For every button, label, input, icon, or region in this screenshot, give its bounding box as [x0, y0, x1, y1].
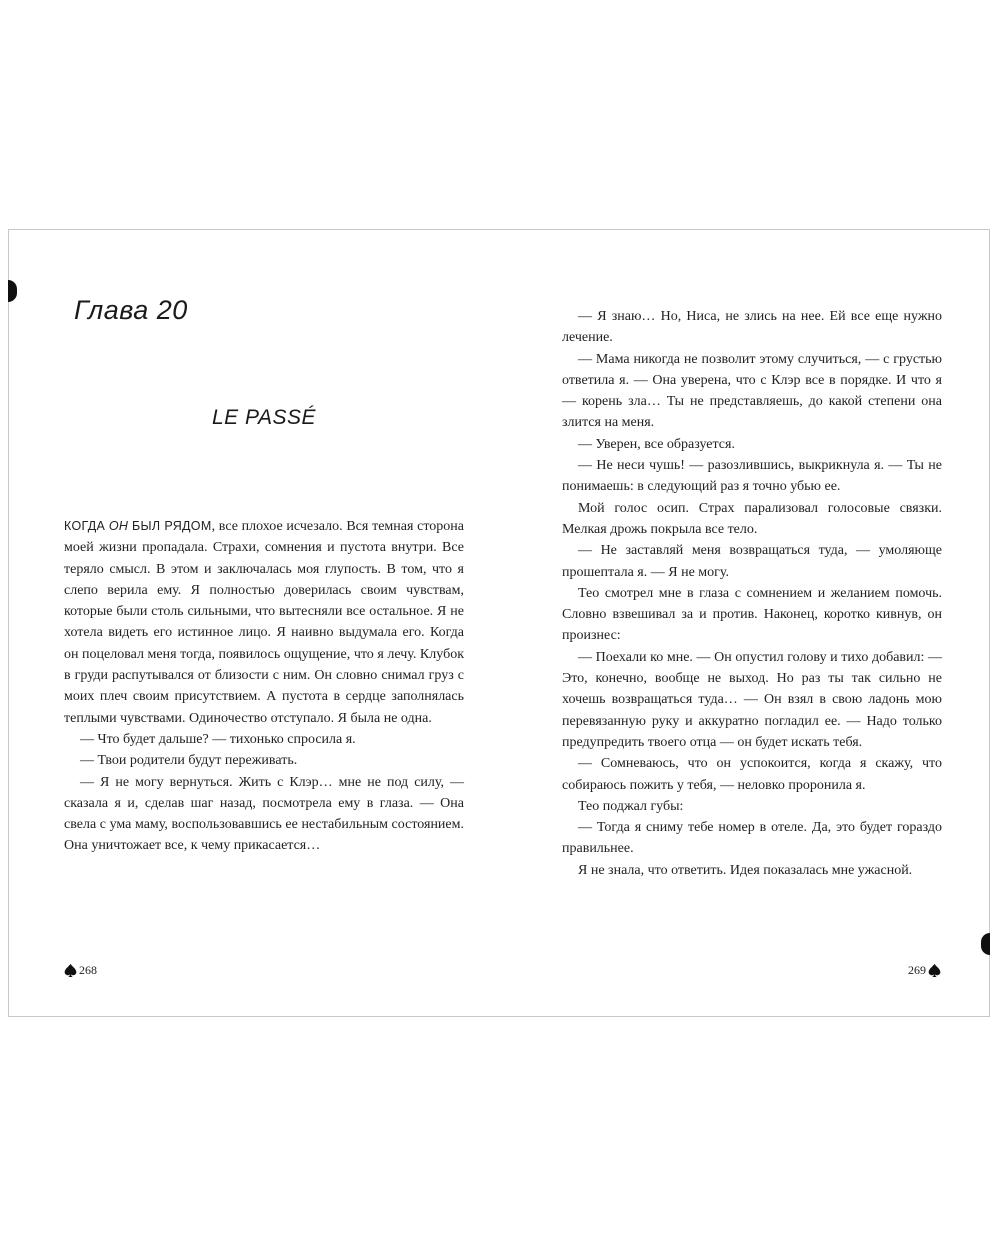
paragraph: — Поехали ко мне. — Он опустил голову и тихо добавил: — Это, конечно, вообще не выход. Но раз ты так сильно не хочешь возвращаться туда… — Он взял в свою ладонь мою перевязанную руку и аккуратно погладил ее. — Надо только предупредить твоего отца — он будет искать тебя.	[562, 649, 942, 750]
opening-caps-italic: ОН	[108, 519, 129, 533]
chapter-title: Глава 20	[74, 295, 188, 325]
left-page-text	[64, 516, 464, 857]
paragraph: — Твои родители будут переживать.	[80, 753, 298, 769]
left-page	[64, 230, 464, 1016]
paragraph: Тео смотрел мне в глаза с сомнением и желанием помочь. Словно взвешивал за и против. Наконец, коротко кивнув, он произнес:	[562, 585, 942, 644]
paragraph: — Сомневаюсь, что он успокоится, когда я скажу, что собираюсь пожить у тебя, — неловко проронила я.	[562, 756, 942, 793]
chapter-subtitle: LE PASSÉ	[212, 406, 316, 429]
paragraph: Я не знала, что ответить. Идея показалась мне ужасной.	[578, 862, 913, 878]
spade-icon	[928, 963, 941, 978]
paragraph: — Не заставляй меня возвращаться туда, — умоляюще прошептала я. — Я не могу.	[562, 543, 942, 580]
paragraph: — Я не могу вернуться. Жить с Клэр… мне не под силу, — сказала я и, сделав шаг назад, посмотрела ему в глаза. — Она свела с ума маму, воспользовавшись ее нестабильным состоянием. Она уничтожает все, к чему прикасается…	[64, 774, 464, 854]
paragraph: — Что будет дальше? — тихонько спросила я.	[80, 731, 356, 747]
paragraph: Тео поджал губы:	[578, 798, 684, 814]
opening-caps: КОГДА	[64, 519, 106, 533]
paragraph: — Мама никогда не позволит этому случиться, — с грустью ответила я. — Она уверена, что с Клэр все в порядке. И что я — корень зла… Ты не представляешь, до какой степени она злится на меня.	[562, 351, 942, 431]
opening-caps-end: БЫЛ РЯДОМ	[131, 519, 212, 533]
opening-paragraph	[64, 516, 464, 729]
paragraph-text: , все плохое исчезало. Вся темная сторона моей жизни пропадала. Страхи, сомнения и пустота внутри. Все теряло смысл. В этом и заключалась моя глупость. В том, что я слепо верила ему. Я полностью доверилась своим чувствам, которые были столь сильными, что вытесняли все остальное. Я не хотела видеть его истинное лицо. Я наивно выдумала его. Когда он поцеловал меня тогда, появилось ощущение, что я лечу. Клубок в груди распутывался от близости с ним. Он словно снимал груз с моих плеч своим присутствием. А пустота в сердце заполнялась теплыми чувствами. Одиночество отступало. Я была не одна.	[64, 519, 465, 726]
paragraph: — Уверен, все образуется.	[578, 436, 735, 452]
book-spread	[8, 229, 990, 1017]
page-edge-tab-right	[981, 933, 990, 955]
paragraph: — Тогда я сниму тебе номер в отеле. Да, это будет гораздо правильнее.	[562, 820, 942, 857]
page-number-text: 269	[908, 963, 926, 977]
paragraph: — Не неси чушь! — разозлившись, выкрикнула я. — Ты не понимаешь: в следующий раз я точно убью ее.	[562, 458, 942, 495]
right-page	[562, 230, 942, 1016]
right-page-text	[562, 306, 942, 881]
paragraph: Мой голос осип. Страх парализовал голосовые связки. Мелкая дрожь покрыла все тело.	[562, 500, 942, 537]
page-number-text: 268	[79, 963, 97, 977]
spade-icon	[64, 963, 77, 978]
page-edge-tab-left	[8, 280, 17, 302]
page-number-left	[64, 963, 97, 978]
page-number-right	[908, 963, 941, 978]
paragraph: — Я знаю… Но, Ниса, не злись на нее. Ей все еще нужно лечение.	[562, 309, 942, 346]
